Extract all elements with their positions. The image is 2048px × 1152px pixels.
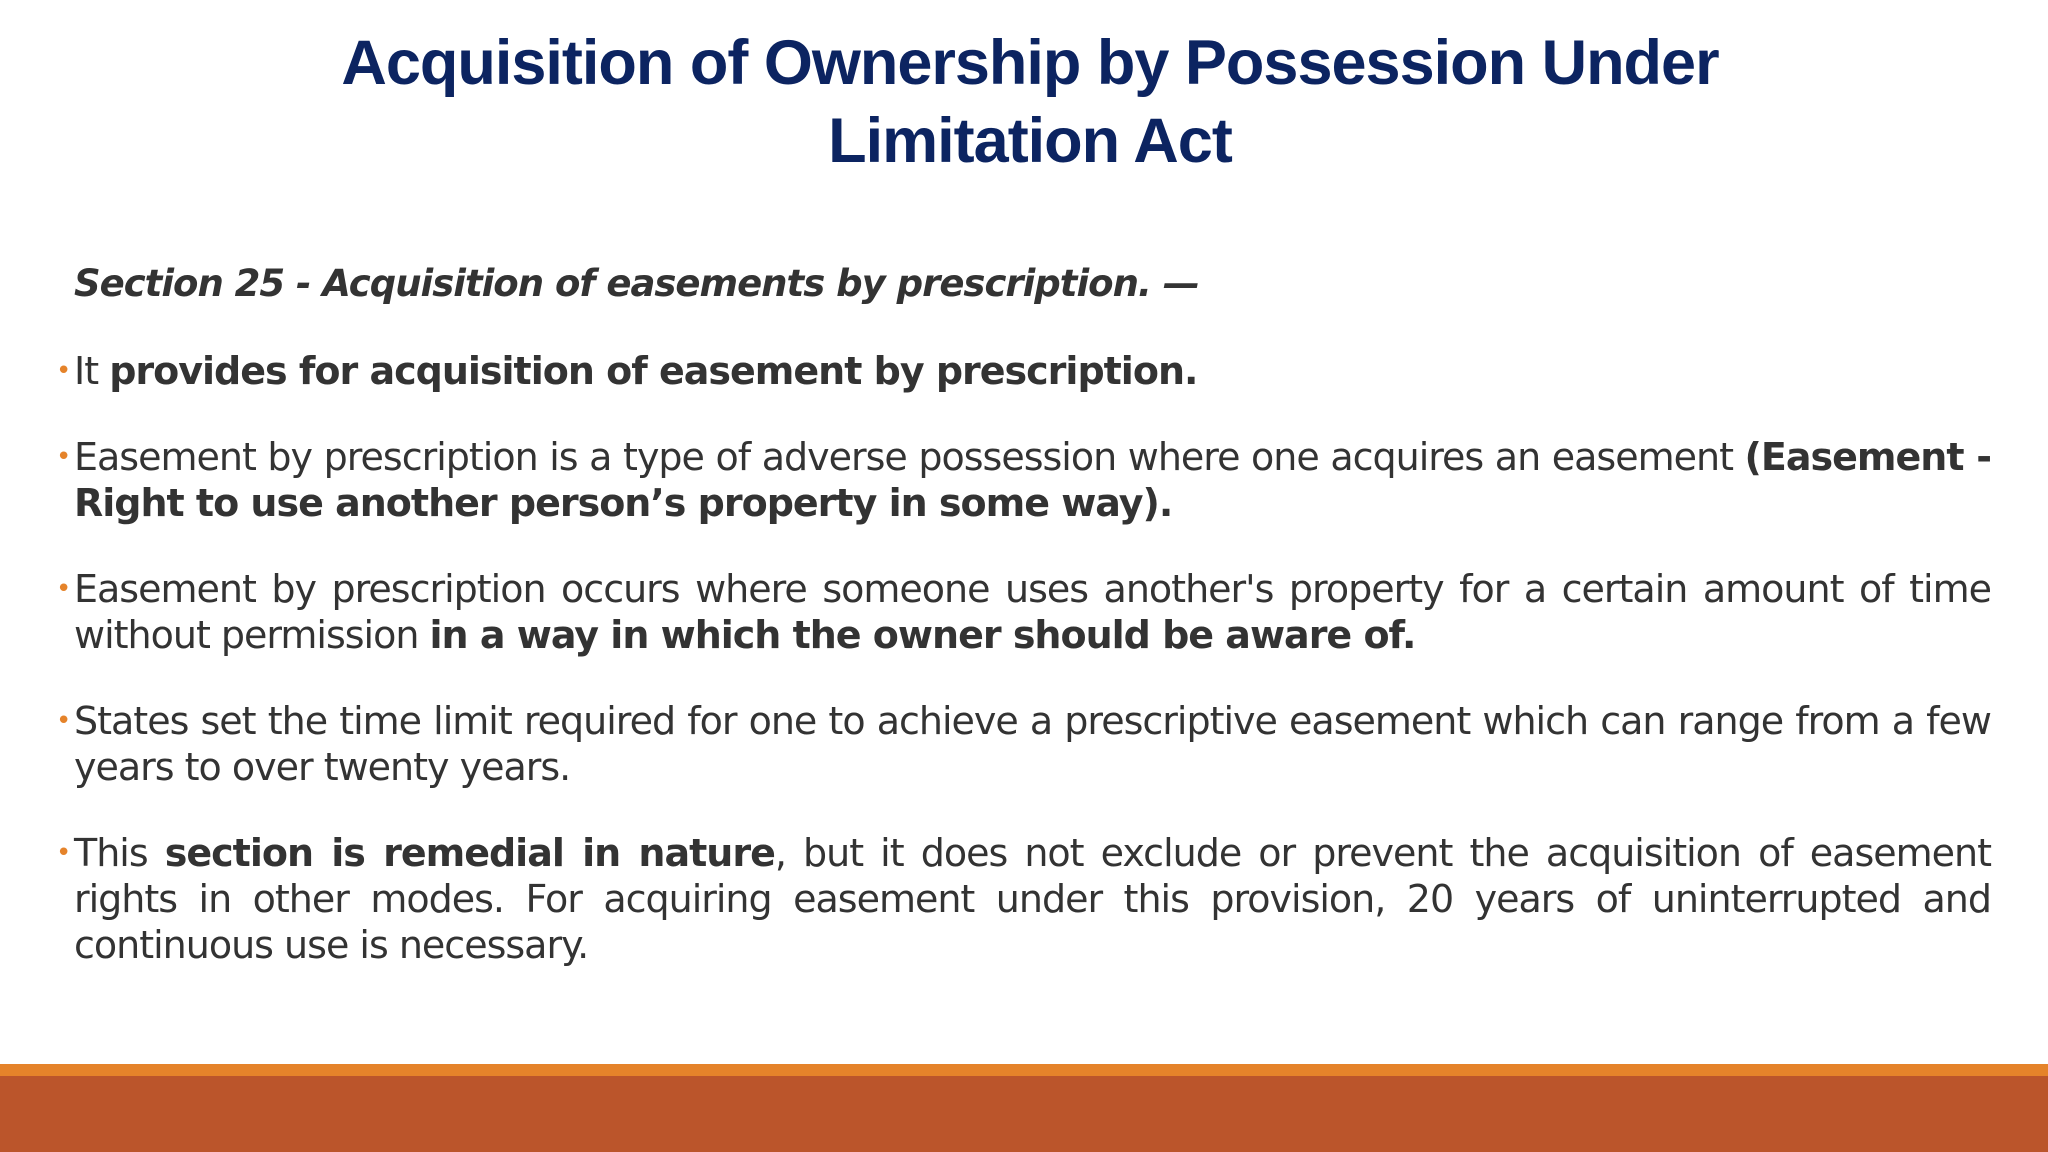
slide-title — [200, 24, 1860, 180]
bullet-emphasis: section is remedial in nature — [164, 831, 775, 875]
bullet-text: It — [74, 349, 110, 393]
bullet-text-continued: , but it does not exclude or prevent the acquisition of easement rights in other modes. For acquiring easement under this provision, 20 years of uninterrupted and continuous use is necessary. — [74, 831, 1991, 967]
slide-title-line-1: Acquisition of Ownership by Possession Under — [341, 28, 1719, 98]
bullet-item-5 — [56, 830, 1991, 968]
bullet-item-1 — [56, 348, 1991, 394]
bullet-text: This — [74, 831, 165, 875]
footer-stripe-orange — [0, 1064, 2048, 1076]
bullet-dot-icon: • — [56, 356, 71, 386]
bullet-dot-icon: • — [56, 574, 71, 604]
bullet-dot-icon: • — [56, 838, 71, 868]
slide-content — [56, 258, 1991, 1008]
bullet-emphasis: in a way in which the owner should be aware of. — [429, 613, 1416, 657]
bullet-emphasis: (Easement - Right to use another person’s property in some way). — [74, 435, 1991, 525]
bullet-text: Easement by prescription occurs where someone uses another's property for a certain amount of time without permission — [74, 567, 1991, 657]
bullet-emphasis: provides for acquisition of easement by prescription. — [109, 349, 1198, 393]
bullet-item-2 — [56, 434, 1991, 526]
bullet-text: Easement by prescription is a type of adverse possession where one acquires an easement — [74, 435, 1745, 479]
bullet-dot-icon: • — [56, 442, 71, 472]
bullet-text: States set the time limit required for one to achieve a prescriptive easement which can range from a few years to over twenty years. — [74, 699, 1991, 789]
footer-stripe-rust — [0, 1076, 2048, 1152]
bullet-item-4 — [56, 698, 1991, 790]
bullet-dot-icon: • — [56, 706, 71, 736]
section-heading: Section 25 - Acquisition of easements by prescription. — — [74, 262, 1199, 305]
bullet-item-3 — [56, 566, 1991, 658]
slide-title-line-2: Limitation Act — [828, 106, 1232, 176]
